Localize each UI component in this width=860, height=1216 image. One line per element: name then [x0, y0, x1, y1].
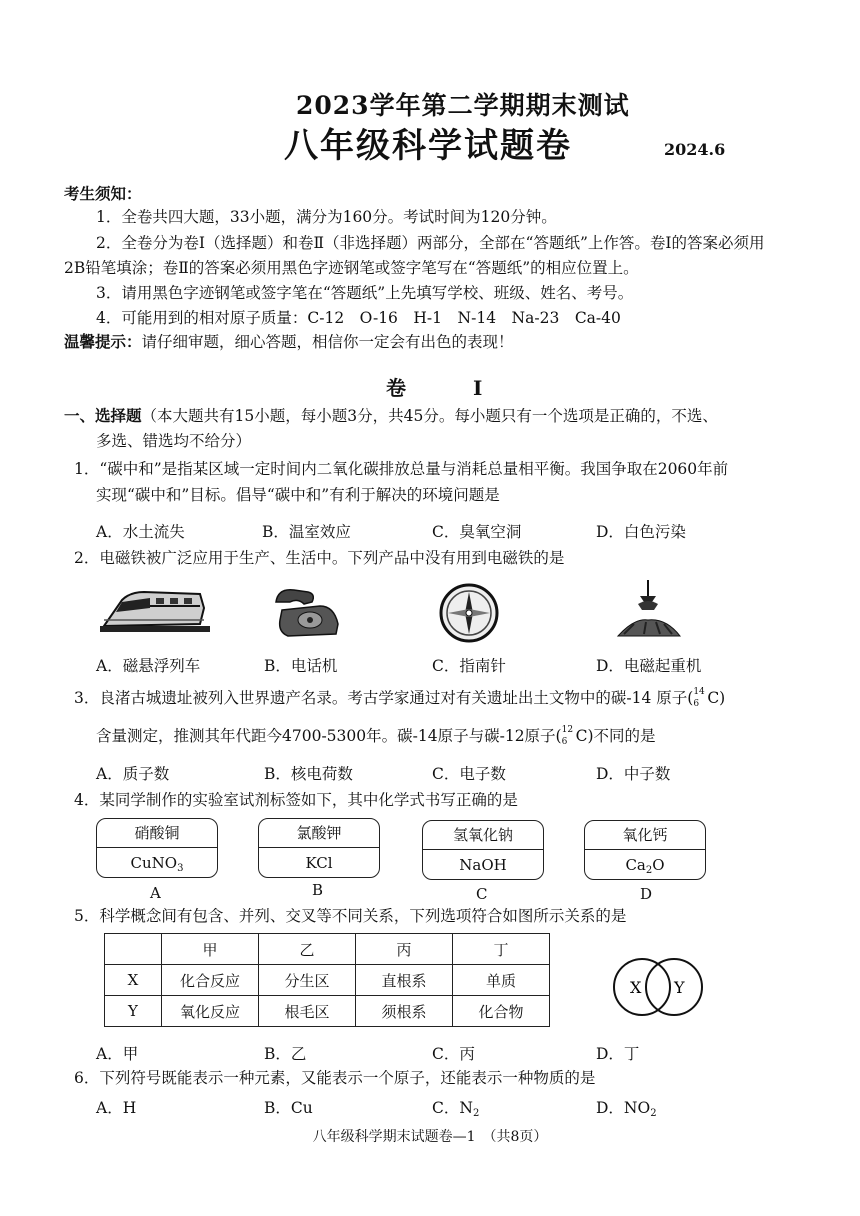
reagent-label-b [258, 818, 380, 878]
reagent-formula: $Ca_2O$ [625, 856, 665, 876]
label-letter-d: D [640, 885, 653, 903]
c14-isotope-notation: 14 6 [693, 687, 705, 709]
q4-stem: 4．某同学制作的实验室试剂标签如下，其中化学式书写正确的是 [74, 791, 518, 809]
q3-stem-cont-text: 含量测定，推测其年代距今4700-5300年。碳-14原子与碳-12原子( [96, 727, 562, 745]
venn-label-x: X [630, 978, 642, 997]
exam-title: 2023学年第二学期期末测试 [296, 91, 630, 120]
table-cell: 氧化反应 [162, 996, 259, 1027]
q1-option-d: D．白色污染 [596, 523, 686, 541]
table-row [105, 996, 550, 1027]
maglev-train-icon [100, 586, 210, 634]
table-row [105, 965, 550, 996]
q1-option-c: C．臭氧空洞 [432, 523, 522, 541]
reagent-formula: NaOH [459, 856, 507, 874]
table-cell: X [105, 965, 162, 996]
reagent-label-d [584, 820, 706, 880]
q5-option-b: B．乙 [264, 1045, 307, 1063]
q3-option-b: B．核电荷数 [264, 765, 353, 783]
q6-option-b: B．Cu [264, 1099, 313, 1117]
table-cell: 直根系 [356, 965, 453, 996]
reagent-name: 硝酸铜 [97, 819, 217, 848]
reagent-name: 氯酸钾 [259, 819, 379, 848]
table-header-cell: 甲 [162, 934, 259, 965]
q6-option-a: A．H [96, 1099, 137, 1117]
q1-option-a: A．水土流失 [96, 523, 185, 541]
part-header [64, 406, 718, 426]
part-desc-cont: 多选、错选均不给分） [96, 432, 252, 450]
notice-item-1: 1．全卷共四大题，33小题，满分为160分。考试时间为120分钟。 [96, 208, 557, 226]
q6-option-d: D．$NO_2$ [596, 1099, 657, 1119]
reagent-formula: CuNO$_3$ [130, 854, 184, 874]
reagent-formula: KCl [305, 854, 333, 872]
paper-title: 八年级科学试题卷 [284, 126, 572, 166]
table-cell: Y [105, 996, 162, 1027]
q3-stem-cont [96, 726, 656, 747]
reagent-name: 氧化钙 [585, 821, 705, 850]
table-header-cell: 乙 [259, 934, 356, 965]
q1-stem: 1．“碳中和”是指某区域一定时间内二氧化碳排放总量与消耗总量相平衡。我国争取在2060年前 [74, 460, 729, 478]
table-cell: 化合物 [453, 996, 550, 1027]
q3-stem [74, 688, 725, 709]
q2-option-d: D．电磁起重机 [596, 657, 702, 675]
q1-option-b: B．温室效应 [262, 523, 351, 541]
tip [64, 332, 514, 352]
notice-item-2: 2．全卷分为卷Ⅰ（选择题）和卷Ⅱ（非选择题）两部分，全部在“答题纸”上作答。卷Ⅰ的答案必须用 [96, 234, 765, 252]
notice-item-3: 3．请用黑色字迹钢笔或签字笔在“答题纸”上先填写学校、班级、姓名、考号。 [96, 284, 634, 302]
reagent-label-a [96, 818, 218, 878]
exam-date: 2024.6 [664, 140, 726, 159]
q5-option-d: D．丁 [596, 1045, 640, 1063]
table-header-cell [105, 934, 162, 965]
table-cell: 化合反应 [162, 965, 259, 996]
c12-isotope-notation: 12 6 [561, 725, 574, 747]
concept-table [104, 933, 550, 1027]
q6-option-c: C．$N_2$ [432, 1099, 480, 1119]
table-cell: 分生区 [259, 965, 356, 996]
tip-text: 请仔细审题，细心答题，相信你一定会有出色的表现！ [141, 333, 514, 351]
venn-label-y: Y [674, 978, 685, 997]
q3-stem-text: 3．良渚古城遗址被列入世界遗产名录。考古学家通过对有关遗址出土文物中的碳-14 原子( [74, 689, 694, 707]
q3-option-a: A．质子数 [96, 765, 170, 783]
q3-option-c: C．电子数 [432, 765, 506, 783]
q6-stem: 6．下列符号既能表示一种元素，又能表示一个原子，还能表示一种物质的是 [74, 1069, 596, 1087]
label-letter-a: A [150, 884, 161, 902]
table-header-cell: 丙 [356, 934, 453, 965]
part-label: 一、选择题 [64, 406, 142, 425]
q2-option-b: B．电话机 [264, 657, 338, 675]
q5-option-c: C．丙 [432, 1045, 475, 1063]
table-cell: 根毛区 [259, 996, 356, 1027]
q2-option-a: A．磁悬浮列车 [96, 657, 201, 675]
notice-item-4: 4．可能用到的相对原子质量：C-12 O-16 H-1 N-14 Na-23 Ca-40 [96, 309, 621, 327]
q1-stem-cont: 实现“碳中和”目标。倡导“碳中和”有利于解决的环境问题是 [96, 486, 500, 504]
reagent-label-c [422, 820, 544, 880]
table-header-cell: 丁 [453, 934, 550, 965]
label-letter-c: C [476, 885, 488, 903]
telephone-icon [268, 584, 348, 640]
part-desc: （本大题共有15小题，每小题3分，共45分。每小题只有一个选项是正确的，不选、 [141, 407, 718, 425]
label-letter-b: B [312, 881, 324, 899]
notice-item-2-cont: 2B铅笔填涂；卷Ⅱ的答案必须用黑色字迹钢笔或签字笔写在“答题纸”的相应位置上。 [64, 259, 639, 277]
notice-heading: 考生须知： [64, 184, 142, 203]
compass-icon [438, 582, 500, 644]
q5-option-a: A．甲 [96, 1045, 139, 1063]
q5-stem: 5．科学概念间有包含、并列、交叉等不同关系，下列选项符合如图所示关系的是 [74, 907, 627, 925]
crane-icon [614, 578, 684, 642]
q3-stem-cont-tail: C)不同的是 [575, 727, 656, 745]
venn-circle-x [614, 959, 670, 1015]
page-footer: 八年级科学期末试题卷—1 （共8页） [312, 1129, 548, 1145]
section-title: 卷 Ⅰ [386, 376, 513, 400]
reagent-name: 氢氧化钠 [423, 821, 543, 850]
tip-label: 温馨提示： [64, 332, 142, 351]
table-cell: 须根系 [356, 996, 453, 1027]
q3-stem-tail: C) [707, 689, 726, 707]
q3-option-d: D．中子数 [596, 765, 671, 783]
table-header-row [105, 934, 550, 965]
venn-diagram [608, 955, 708, 1019]
q2-option-c: C．指南针 [432, 657, 506, 675]
q2-stem: 2．电磁铁被广泛应用于生产、生活中。下列产品中没有用到电磁铁的是 [74, 549, 565, 567]
table-cell: 单质 [453, 965, 550, 996]
